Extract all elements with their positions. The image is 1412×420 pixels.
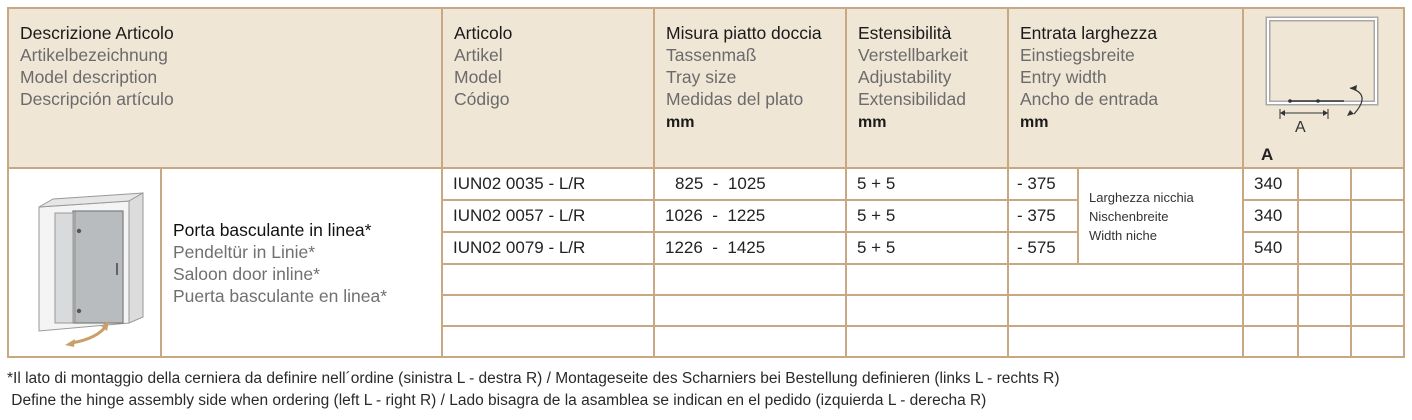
product-description-cell	[161, 168, 442, 357]
footer-note	[7, 368, 1060, 412]
header-entry-line: Einstiegsbreite	[1020, 45, 1135, 65]
niche-note-line: Larghezza nicchia	[1089, 189, 1194, 205]
header-article-line: Model	[454, 67, 502, 87]
article-code: IUN02 0035 - L/R	[453, 174, 586, 193]
header-tray-unit: mm	[666, 114, 695, 131]
footer-line: *Il lato di montaggio della cerniera da definire nell´ordine (sinistra L - destra R) / Montageseite des Scharniers bei Bestellung definieren (links L - rechts R)	[7, 370, 1060, 387]
tray-size-cell	[654, 232, 846, 264]
product-spec-table	[7, 7, 1405, 358]
product-title: Porta basculante in linea*	[173, 219, 372, 240]
empty-cell	[1351, 264, 1404, 295]
empty-cell	[1008, 326, 1243, 357]
empty-cell	[1351, 232, 1404, 264]
empty-cell	[1351, 200, 1404, 232]
header-tray-line: Medidas del plato	[666, 89, 804, 109]
header-article	[442, 8, 654, 168]
a-value: 340	[1254, 206, 1283, 225]
header-tray-title: Misura piatto doccia	[666, 23, 822, 43]
tray-size-value: 1026 - 1225	[665, 206, 766, 225]
header-description-line: Descripción artículo	[20, 89, 174, 109]
article-code-cell	[442, 232, 654, 264]
header-entry-line: Ancho de entrada	[1020, 89, 1159, 109]
empty-cell	[1298, 200, 1351, 232]
empty-cell	[654, 295, 846, 326]
header-tray-line: Tray size	[666, 67, 737, 87]
header-tray-line: Tassenmaß	[666, 45, 757, 65]
adjustability-value: 5 + 5	[857, 174, 896, 193]
tray-size-cell	[654, 200, 846, 232]
empty-cell	[442, 295, 654, 326]
adjustability-value: 5 + 5	[857, 206, 896, 225]
entry-width-cell	[1008, 200, 1078, 232]
product-line: Pendeltür in Linie*	[173, 241, 316, 262]
adjustability-cell	[846, 168, 1008, 200]
entry-width-cell	[1008, 232, 1078, 264]
header-article-title: Articolo	[454, 23, 513, 43]
entry-width-cell	[1008, 168, 1078, 200]
product-line: Saloon door inline*	[173, 263, 320, 284]
a-value-cell	[1243, 232, 1298, 264]
empty-cell	[442, 326, 654, 357]
niche-note-line: Width niche	[1089, 227, 1157, 243]
empty-cell	[1351, 168, 1404, 200]
header-description-line: Model description	[20, 67, 158, 87]
column-a-label: A	[1261, 145, 1274, 164]
empty-cell	[442, 264, 654, 295]
empty-cell	[1351, 295, 1404, 326]
header-row	[8, 8, 1404, 168]
header-description-line: Artikelbezeichnung	[20, 45, 168, 65]
empty-cell	[1008, 295, 1243, 326]
article-code-cell	[442, 168, 654, 200]
entry-width-value: - 575	[1017, 238, 1056, 257]
header-article-line: Código	[454, 89, 510, 109]
adjustability-cell	[846, 232, 1008, 264]
empty-cell	[654, 264, 846, 295]
diagram-label: A	[1295, 119, 1306, 136]
entry-width-value: - 375	[1017, 174, 1056, 193]
article-code-cell	[442, 200, 654, 232]
header-adjustability	[846, 8, 1008, 168]
header-entry-unit: mm	[1020, 114, 1049, 131]
product-image-cell	[8, 168, 161, 357]
article-code: IUN02 0079 - L/R	[453, 238, 586, 257]
top-view-door-diagram	[1244, 9, 1402, 165]
tray-size-cell	[654, 168, 846, 200]
header-entry-width	[1008, 8, 1243, 168]
empty-cell	[1298, 264, 1351, 295]
empty-cell	[1298, 168, 1351, 200]
table-row	[8, 168, 1404, 200]
header-diagram	[1243, 8, 1404, 168]
entry-width-value: - 375	[1017, 206, 1056, 225]
empty-cell	[1008, 264, 1243, 295]
article-code: IUN02 0057 - L/R	[453, 206, 586, 225]
niche-note-cell	[1078, 168, 1243, 264]
header-adjust-line: Extensibilidad	[858, 89, 966, 109]
empty-cell	[654, 326, 846, 357]
header-description-title: Descrizione Articolo	[20, 23, 174, 43]
header-tray-size	[654, 8, 846, 168]
header-adjust-unit: mm	[858, 114, 887, 131]
shower-door-illustration	[9, 171, 159, 354]
empty-cell	[1298, 295, 1351, 326]
empty-cell	[1298, 232, 1351, 264]
a-value-cell	[1243, 200, 1298, 232]
product-line: Puerta basculante en linea*	[173, 285, 388, 306]
empty-cell	[846, 326, 1008, 357]
a-value-cell	[1243, 168, 1298, 200]
empty-cell	[1351, 326, 1404, 357]
niche-note-line: Nischenbreite	[1089, 208, 1169, 224]
adjustability-cell	[846, 200, 1008, 232]
empty-cell	[1243, 264, 1298, 295]
footer-line: Define the hinge assembly side when ordering (left L - right R) / Lado bisagra de la asamblea se indican en el pedido (izquierda L - derecha R)	[7, 392, 987, 409]
empty-cell	[846, 264, 1008, 295]
header-entry-title: Entrata larghezza	[1020, 23, 1158, 43]
header-adjust-title: Estensibilità	[858, 23, 952, 43]
tray-size-value: 1226 - 1425	[665, 238, 766, 257]
a-value: 340	[1254, 174, 1283, 193]
empty-cell	[1298, 326, 1351, 357]
header-adjust-line: Adjustability	[858, 67, 952, 87]
empty-cell	[846, 295, 1008, 326]
header-article-line: Artikel	[454, 45, 503, 65]
tray-size-value: 825 - 1025	[675, 174, 766, 193]
adjustability-value: 5 + 5	[857, 238, 896, 257]
header-description	[8, 8, 442, 168]
empty-cell	[1243, 326, 1298, 357]
header-entry-line: Entry width	[1020, 67, 1107, 87]
empty-cell	[1243, 295, 1298, 326]
a-value: 540	[1254, 238, 1283, 257]
header-adjust-line: Verstellbarkeit	[858, 45, 968, 65]
